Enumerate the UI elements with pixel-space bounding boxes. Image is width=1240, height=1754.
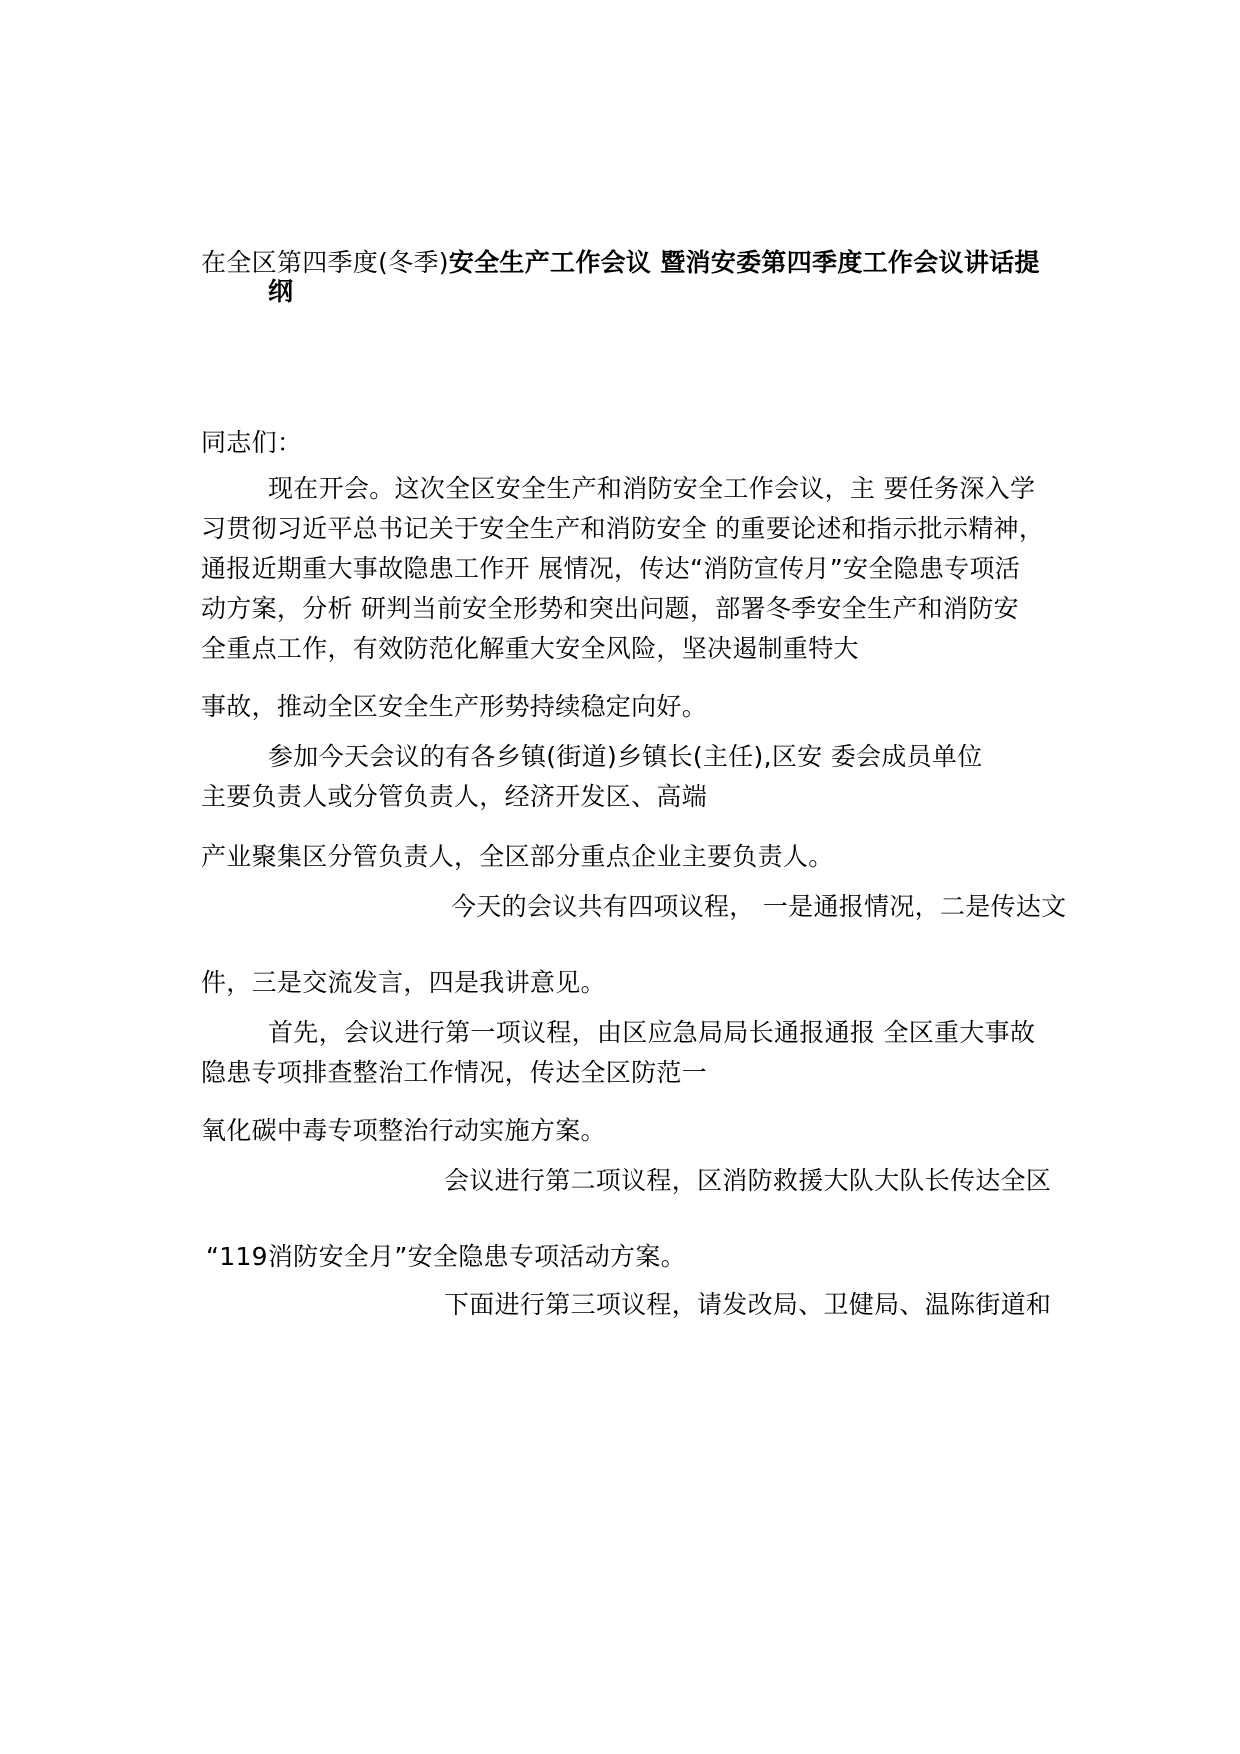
body-line: 件，三是交流发言，四是我讲意见。: [201, 968, 606, 997]
body-line: 产业聚集区分管负责人，全区部分重点企业主要负责人。: [201, 842, 834, 871]
body-line: 首先，会议进行第一项议程，由区应急局局长通报通报 全区重大事故: [268, 1018, 1036, 1047]
body-line: 氧化碳中毒专项整治行动实施方案。: [201, 1116, 606, 1145]
body-line: 今天的会议共有四项议程， 一是通报情况，二是传达文: [451, 892, 1067, 921]
document-title: [201, 246, 1040, 280]
title-bold-part: 安全生产工作会议 暨消安委第四季度工作会议讲话提: [448, 248, 1040, 277]
body-line: 习贯彻习近平总书记关于安全生产和消防安全 的重要论述和指示批示精神，: [201, 514, 1045, 543]
body-line: 全重点工作，有效防范化解重大安全风险，坚决遏制重特大: [201, 634, 859, 663]
body-line: 现在开会。这次全区安全生产和消防安全工作会议，主 要任务深入学: [268, 474, 1036, 503]
body-line: 下面进行第三项议程，请发改局、卫健局、温陈街道和: [444, 1290, 1052, 1319]
body-line: 会议进行第二项议程，区消防救援大队大队长传达全区: [444, 1166, 1052, 1195]
body-line: 通报近期重大事故隐患工作开 展情况，传达“消防宣传月”安全隐患专项活: [201, 554, 1021, 583]
title-regular-part: 在全区第四季度(冬季): [201, 248, 449, 277]
title-line2-text: 纲: [268, 277, 294, 306]
salutation: 同志们：: [201, 428, 303, 457]
body-line: 事故，推动全区安全生产形势持续稳定向好。: [201, 692, 708, 721]
body-line: 动方案，分析 研判当前安全形势和突出问题，部署冬季安全生产和消防安: [201, 594, 1019, 623]
body-line: 隐患专项排查整治工作情况，传达全区防范一: [201, 1058, 708, 1087]
body-line: 主要负责人或分管负责人，经济开发区、高端: [201, 782, 708, 811]
document-title-line2: [268, 275, 293, 309]
body-line: 参加今天会议的有各乡镇(街道)乡镇长(主任),区安 委会成员单位: [268, 742, 983, 771]
body-line: “119消防安全月”安全隐患专项活动方案。: [206, 1242, 686, 1271]
